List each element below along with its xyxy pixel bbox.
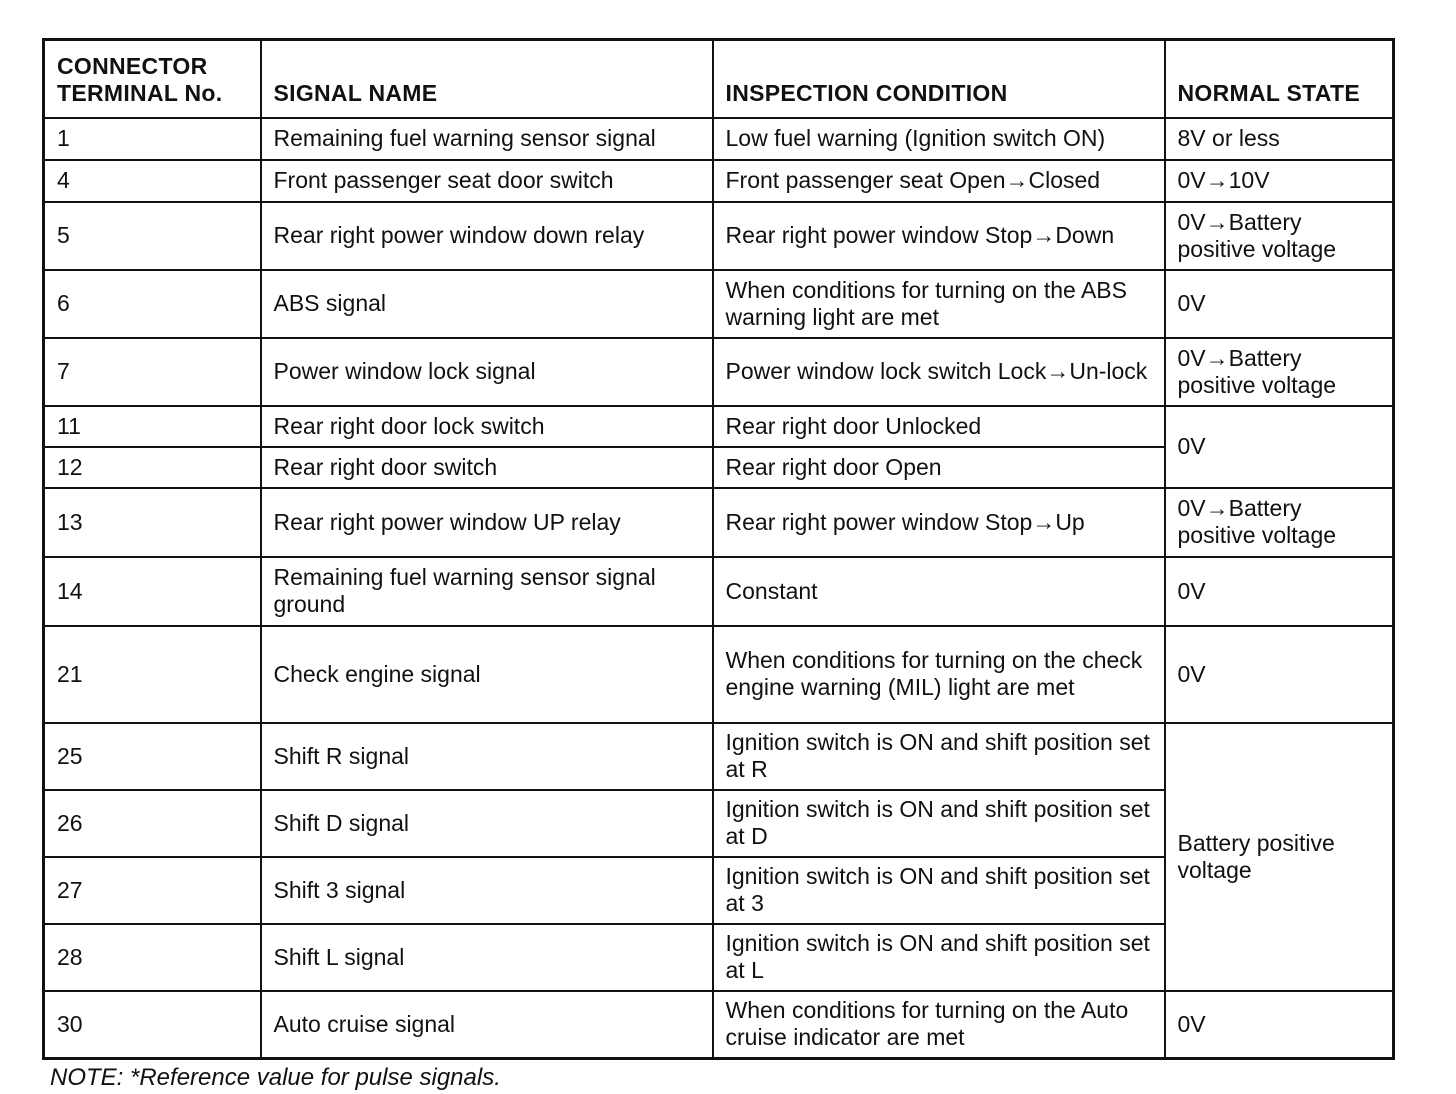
signal-cell: Rear right power window UP relay [261, 488, 713, 557]
condition-cell: Rear right power window Stop→Down [713, 202, 1165, 270]
signal-cell: Shift L signal [261, 924, 713, 991]
signal-cell: Front passenger seat door switch [261, 160, 713, 202]
terminal-cell: 1 [44, 118, 261, 160]
terminal-cell: 11 [44, 406, 261, 447]
signal-cell: Shift 3 signal [261, 857, 713, 924]
signal-cell: ABS signal [261, 270, 713, 338]
condition-cell: Ignition switch is ON and shift position set at 3 [713, 857, 1165, 924]
condition-cell: Ignition switch is ON and shift position set at D [713, 790, 1165, 857]
terminal-cell: 21 [44, 626, 261, 723]
condition-cell: Constant [713, 557, 1165, 626]
condition-cell: Power window lock switch Lock→Un-lock [713, 338, 1165, 406]
condition-cell: Rear right door Open [713, 447, 1165, 488]
condition-cell: Low fuel warning (Ignition switch ON) [713, 118, 1165, 160]
table-header-row [44, 40, 1394, 118]
header-inspection-condition: INSPECTION CONDITION [713, 40, 1165, 118]
terminal-cell: 4 [44, 160, 261, 202]
state-cell: 0V→Battery positive voltage [1165, 338, 1394, 406]
condition-cell: Ignition switch is ON and shift position set at R [713, 723, 1165, 790]
condition-cell: Front passenger seat Open→Closed [713, 160, 1165, 202]
signal-cell: Remaining fuel warning sensor signal [261, 118, 713, 160]
condition-cell: Rear right power window Stop→Up [713, 488, 1165, 557]
table-row [44, 488, 1394, 557]
table-row [44, 160, 1394, 202]
table-row [44, 626, 1394, 723]
state-cell: 0V→10V [1165, 160, 1394, 202]
table-row [44, 202, 1394, 270]
table-row [44, 723, 1394, 790]
signal-cell: Rear right door switch [261, 447, 713, 488]
state-cell: 0V→Battery positive voltage [1165, 202, 1394, 270]
terminal-cell: 27 [44, 857, 261, 924]
state-cell: 8V or less [1165, 118, 1394, 160]
state-cell: 0V [1165, 270, 1394, 338]
state-cell: 0V [1165, 991, 1394, 1059]
signal-cell: Check engine signal [261, 626, 713, 723]
table-row [44, 338, 1394, 406]
state-cell: 0V [1165, 626, 1394, 723]
terminal-cell: 13 [44, 488, 261, 557]
terminal-cell: 5 [44, 202, 261, 270]
table-row [44, 270, 1394, 338]
terminal-cell: 26 [44, 790, 261, 857]
signal-cell: Shift R signal [261, 723, 713, 790]
terminal-cell: 30 [44, 991, 261, 1059]
table-row [44, 406, 1394, 447]
footnote: NOTE: *Reference value for pulse signals. [50, 1064, 501, 1091]
terminal-cell: 25 [44, 723, 261, 790]
condition-cell: When conditions for turning on the check engine warning (MIL) light are met [713, 626, 1165, 723]
table-row [44, 557, 1394, 626]
terminal-cell: 12 [44, 447, 261, 488]
header-signal-name: SIGNAL NAME [261, 40, 713, 118]
signal-cell: Rear right power window down relay [261, 202, 713, 270]
terminal-cell: 6 [44, 270, 261, 338]
signal-cell: Auto cruise signal [261, 991, 713, 1059]
signal-cell: Shift D signal [261, 790, 713, 857]
header-terminal: CONNECTOR TERMINAL No. [44, 40, 261, 118]
table-row [44, 118, 1394, 160]
terminal-cell: 7 [44, 338, 261, 406]
condition-cell: Ignition switch is ON and shift position set at L [713, 924, 1165, 991]
table-row [44, 991, 1394, 1059]
condition-cell: Rear right door Unlocked [713, 406, 1165, 447]
header-normal-state: NORMAL STATE [1165, 40, 1394, 118]
terminal-cell: 28 [44, 924, 261, 991]
signal-cell: Remaining fuel warning sensor signal ground [261, 557, 713, 626]
state-cell: 0V [1165, 557, 1394, 626]
signal-cell: Rear right door lock switch [261, 406, 713, 447]
condition-cell: When conditions for turning on the ABS warning light are met [713, 270, 1165, 338]
state-cell: 0V→Battery positive voltage [1165, 488, 1394, 557]
connector-terminal-table [42, 38, 1395, 1060]
signal-cell: Power window lock signal [261, 338, 713, 406]
state-cell: 0V [1165, 406, 1394, 488]
state-cell: Battery positive voltage [1165, 723, 1394, 991]
terminal-cell: 14 [44, 557, 261, 626]
condition-cell: When conditions for turning on the Auto cruise indicator are met [713, 991, 1165, 1059]
